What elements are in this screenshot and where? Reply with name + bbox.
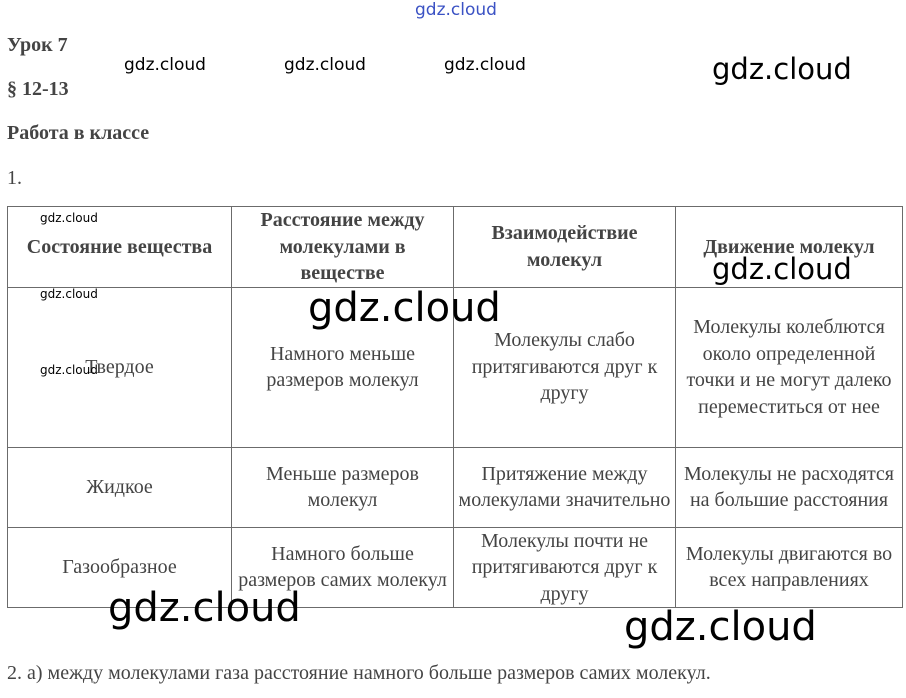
watermark: gdz.cloud (124, 55, 206, 75)
cell-interaction: Молекулы слабо притягиваются друг к другу (454, 287, 676, 447)
watermark-top: gdz.cloud (415, 0, 497, 20)
cell-state: Жидкое (8, 447, 232, 527)
watermark: gdz.cloud (444, 55, 526, 75)
cell-interaction: Притяжение между молекулами значительно (454, 447, 676, 527)
watermark: gdz.cloud (40, 287, 98, 301)
watermark: gdz.cloud (712, 52, 852, 86)
cell-motion: Молекулы не расходятся на большие расстояния (676, 447, 903, 527)
header-motion: Движение молекул (676, 207, 903, 288)
watermark: gdz.cloud (624, 604, 817, 650)
cell-distance: Намного больше размеров самих молекул (232, 527, 454, 608)
lesson-title: Урок 7 (7, 34, 68, 56)
header-state: Состояние вещества (8, 207, 232, 288)
cell-state: Твердое (8, 287, 232, 447)
cell-motion: Молекулы двигаются во всех направлениях (676, 527, 903, 608)
section-heading: Работа в классе (7, 122, 150, 144)
task2-text: 2. а) между молекулами газа расстояние намного больше размеров самих молекул. (7, 662, 711, 684)
header-distance: Расстояние между молекулами в веществе (232, 207, 454, 288)
task1-number: 1. (7, 167, 22, 189)
watermark: gdz.cloud (108, 585, 301, 631)
watermark: gdz.cloud (284, 55, 366, 75)
watermark: gdz.cloud (40, 211, 98, 225)
cell-motion: Молекулы колеблются около определенной точки и не могут далеко переместиться от нее (676, 287, 903, 447)
table-row (8, 447, 903, 527)
header-interaction: Взаимодействие молекул (454, 207, 676, 288)
watermark: gdz.cloud (712, 252, 852, 286)
cell-interaction: Молекулы почти не притягиваются друг к другу (454, 527, 676, 608)
cell-state: Газообразное (8, 527, 232, 608)
watermark: gdz.cloud (308, 285, 501, 331)
cell-distance: Намного меньше размеров молекул (232, 287, 454, 447)
paragraph-numbers: § 12-13 (7, 78, 69, 100)
cell-distance: Меньше размеров молекул (232, 447, 454, 527)
watermark: gdz.cloud (40, 363, 98, 377)
